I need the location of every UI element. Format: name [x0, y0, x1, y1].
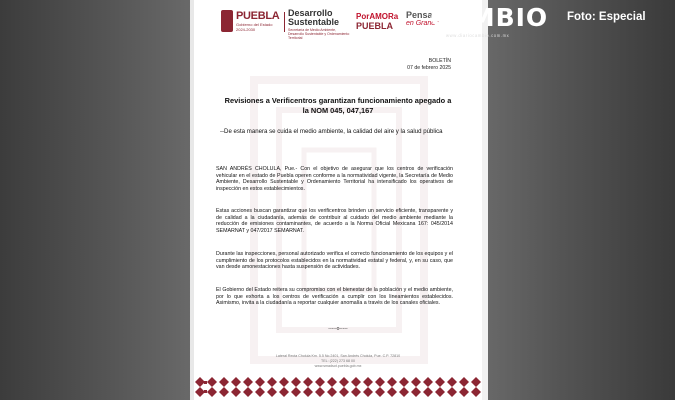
footer-address: Lateral Recta Cholula Km. 5.5 No.2401, San Andrés Cholula, Pue. C.P. 72810 — [275, 354, 401, 358]
paragraph-3: Durante las inspecciones, personal autorizado verifica el correcto funcionamiento de los equipos y el cumplimiento de los protocolos establecidos en la normatividad estatal y federal, y, en su caso, que van desde amonestaciones hasta suspensión de actividades. — [216, 251, 453, 271]
press-release-subtitle: --De esta manera se cuida el medio ambiente, la calidad del aire y la salud pública — [220, 128, 443, 135]
logo-divider — [284, 12, 285, 32]
amor-suffix: a — [393, 12, 399, 21]
amor-word: AMOR — [369, 12, 394, 21]
paragraph-1: SAN ANDRÉS CHOLULA, Pue.- Con el objetivo de asegurar que los centros de verificación vehicular en el estado de Puebla operen conforme a la normatividad vigente, la Secretaría de Medio Ambiente, Desarrollo Sustentable y Ordenamiento Territorial ha intensificado los operativos de inspección en estos establecimientos. — [216, 166, 453, 192]
desarrollo-sub: Secretaría de Medio Ambiente, Desarrollo Sustentable y Ordenamiento Territorial — [288, 28, 350, 40]
end-mark: -----o----- — [328, 326, 348, 332]
paragraph-4: El Gobierno del Estado reitera su compromiso con el bienestar de la población y el medio ambiente, por lo que exhorta a los centros de verificación a cumplir con los lineamientos establecidos. Asimismo, invita a la ciudadanía a reportar cualquier anomalía a través de los canales oficiales. — [216, 287, 453, 307]
photo-background-right — [480, 0, 675, 400]
bulletin-date: 07 de febrero 2025 — [407, 65, 451, 71]
cambio-url: www.diariocambio.com.mx — [446, 33, 510, 38]
footer-web: www.smadsot.puebla.gob.mx — [314, 364, 362, 368]
amor-state: PUEBLA — [356, 21, 394, 31]
press-release-page — [194, 0, 482, 400]
cambio-logo: CAMBIO — [430, 3, 549, 32]
pensar-bottom: en Grande — [406, 20, 440, 27]
decorative-border-pattern — [194, 374, 482, 400]
pensar-top: Pensar — [406, 10, 437, 20]
puebla-name: PUEBLA — [236, 10, 280, 22]
desarrollo-sustentable-logo — [288, 9, 350, 40]
state-seal-icon — [221, 10, 233, 32]
press-release-title: Revisiones a Verificentros garantizan funcionamiento apegado a la NOM 045, 047,167 — [224, 96, 452, 115]
footer-phone: TEL: (222) 273 68 00 — [321, 359, 355, 363]
por-amor-a-puebla-logo — [356, 12, 400, 31]
amor-prefix: Por — [356, 12, 370, 21]
bulletin-header — [407, 58, 451, 72]
photo-background-left — [0, 0, 195, 400]
border-pattern-repeat — [207, 377, 481, 397]
footer-address-block — [194, 354, 482, 369]
paper-edge — [482, 0, 488, 400]
photo-credit: Foto: Especial — [567, 11, 646, 23]
paragraph-2: Estas acciones buscan garantizar que los verificentros brinden un servicio eficiente, transparente y de calidad a la ciudadanía, además de contribuir al cuidado del medio ambiente mediante la reducción de emisiones contaminantes, de acuerdo a la Norma Oficial Mexicana 167: 045/2014 SEMARNAT y 047/2017 SEMARNAT. — [216, 208, 453, 234]
puebla-government-logo — [221, 10, 281, 34]
desarrollo-title: Desarrollo Sustentable — [288, 8, 340, 27]
puebla-sub: Gobierno del Estado 2024-2030 — [236, 22, 273, 32]
bulletin-label: BOLETÍN — [428, 58, 451, 64]
